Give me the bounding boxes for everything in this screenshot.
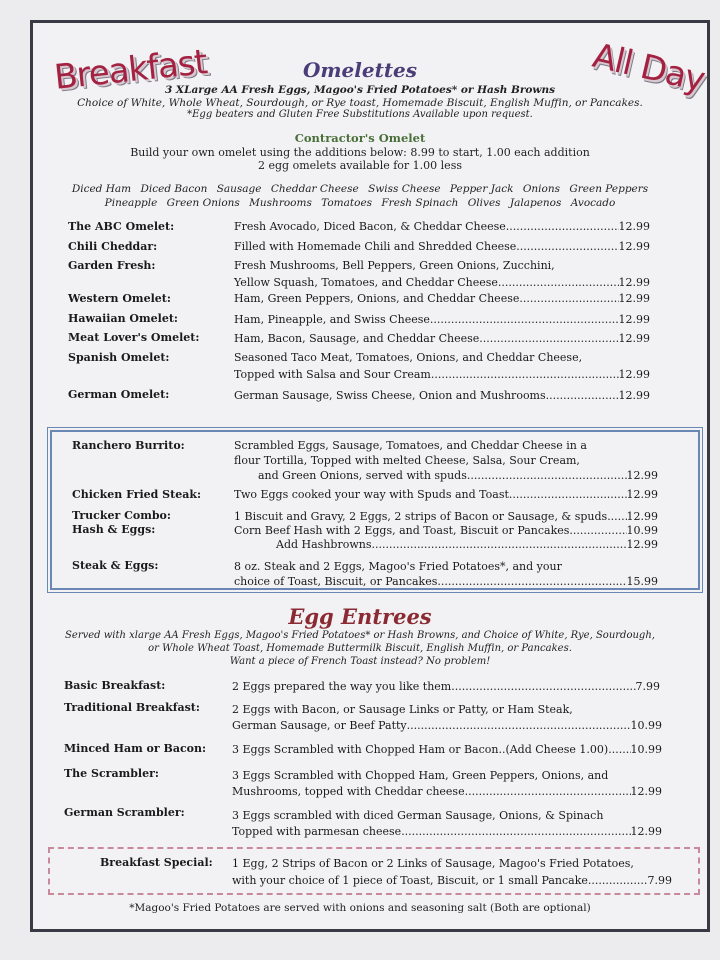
- omelettes-title: Omelettes: [302, 58, 418, 82]
- breakfast-special-price: 7.99: [647, 874, 672, 887]
- menu-item-price: 12.99: [618, 276, 650, 289]
- add-hashbrowns-line: Add Hashbrowns ..... 12.99: [276, 537, 658, 553]
- hash-eggs-price: 10.99: [626, 524, 658, 537]
- omelettes-intro-1: 3 XLarge AA Fresh Eggs, Magoo's Fried Potatoes* or Hash Browns: [164, 84, 556, 96]
- steak-eggs-line-1: 8 oz. Steak and 2 Eggs, Magoo's Fried Potatoes*, and your: [234, 560, 562, 573]
- egg-entrees-title: Egg Entrees: [288, 604, 432, 629]
- menu-item-line: Topped with parmesan cheese ..... 12.99: [232, 824, 662, 840]
- menu-item-name: Garden Fresh:: [68, 259, 156, 272]
- ingredient: Avocado: [570, 197, 616, 209]
- ingredient: Onions: [522, 183, 561, 195]
- menu-item-line: 2 Eggs with Bacon, or Sausage Links or Patty, or Ham Steak,: [232, 703, 573, 716]
- menu-item-name: German Scrambler:: [64, 806, 185, 819]
- menu-item-name: Traditional Breakfast:: [64, 701, 200, 714]
- menu-item-line: German Sausage, Swiss Cheese, Onion and Mushrooms ..... 12.99: [234, 388, 650, 404]
- menu-item-name: Hawaiian Omelet:: [68, 312, 178, 325]
- menu-item-name: Minced Ham or Bacon:: [64, 742, 207, 755]
- menu-item-line: German Sausage, or Beef Patty ..... 10.99: [232, 718, 662, 734]
- ingredient: Diced Bacon: [140, 183, 208, 195]
- menu-item-price: 12.99: [618, 220, 650, 233]
- trucker-combo-name: Trucker Combo:: [72, 509, 171, 522]
- steak-eggs-name: Steak & Eggs:: [72, 559, 159, 572]
- ingredient: Fresh Spinach: [381, 197, 459, 209]
- ingredient: Pineapple: [104, 197, 158, 209]
- menu-item-name: The Scrambler:: [64, 767, 159, 780]
- breakfast-heading: Breakfast: [52, 42, 209, 98]
- steak-eggs-line-2: choice of Toast, Biscuit, or Pancakes ..... 15.99: [234, 574, 658, 590]
- menu-item-price: 12.99: [618, 389, 650, 402]
- egg-entrees-intro-3: Want a piece of French Toast instead? No problem!: [229, 656, 491, 667]
- menu-item-name: Western Omelet:: [68, 292, 171, 305]
- ingredient: Tomatoes: [321, 197, 373, 209]
- ingredient: Olives: [467, 197, 501, 209]
- ingredients-row-1: [60, 182, 660, 196]
- chicken-fried-steak-name: Chicken Fried Steak:: [72, 488, 202, 501]
- ingredient: Green Onions: [166, 197, 240, 209]
- omelettes-intro-3: *Egg beaters and Gluten Free Substitutions Available upon request.: [187, 109, 533, 120]
- egg-entrees-intro-2: or Whole Wheat Toast, Homemade Buttermilk Biscuit, English Muffin, or Pancakes.: [148, 643, 572, 654]
- menu-item-line: Ham, Pineapple, and Swiss Cheese ..... 12.99: [234, 312, 650, 328]
- ranchero-name: Ranchero Burrito:: [72, 439, 185, 452]
- menu-item-name: German Omelet:: [68, 388, 170, 401]
- menu-item-name: Chili Cheddar:: [68, 240, 158, 253]
- ingredient: Pepper Jack: [449, 183, 514, 195]
- menu-item-line: 2 Eggs prepared the way you like them ..... 7.99: [232, 679, 660, 695]
- menu-item-price: 7.99: [635, 680, 660, 693]
- menu-item-line: 3 Eggs scrambled with diced German Sausage, Onions, & Spinach: [232, 809, 604, 822]
- all-day-heading: All Day: [588, 35, 709, 101]
- egg-entrees-intro-1: Served with xlarge AA Fresh Eggs, Magoo's Fried Potatoes* or Hash Browns, and Choice of White, Rye, Sourdough,: [65, 630, 655, 641]
- menu-item-name: The ABC Omelet:: [68, 220, 175, 233]
- menu-item-price: 10.99: [630, 719, 662, 732]
- menu-item-price: 10.99: [630, 743, 662, 756]
- contractor-line-1: Build your own omelet using the additions below: 8.99 to start, 1.00 each addition: [130, 146, 590, 159]
- menu-item-price: 12.99: [618, 368, 650, 381]
- menu-item-price: 12.99: [618, 313, 650, 326]
- ingredients-row-2: [60, 196, 660, 210]
- menu-item-line: 3 Eggs Scrambled with Chopped Ham or Bacon..(Add Cheese 1.00) ..... 10.99: [232, 742, 662, 758]
- footnote: *Magoo's Fried Potatoes are served with onions and seasoning salt (Both are optional): [129, 902, 591, 914]
- menu-item-name: Meat Lover's Omelet:: [68, 331, 200, 344]
- chicken-fried-steak-line: Two Eggs cooked your way with Spuds and Toast ..... 12.99: [234, 487, 658, 503]
- menu-item-price: 12.99: [618, 292, 650, 305]
- omelettes-intro-2: Choice of White, Whole Wheat, Sourdough, or Rye toast, Homemade Biscuit, English Muffin, or Pancakes.: [77, 97, 643, 109]
- menu-item-line: Fresh Avocado, Diced Bacon, & Cheddar Cheese ..... 12.99: [234, 219, 650, 235]
- menu-item-name: Spanish Omelet:: [68, 351, 170, 364]
- menu-item-line: Mushrooms, topped with Cheddar cheese ..... 12.99: [232, 784, 662, 800]
- ingredient: Mushrooms: [249, 197, 312, 209]
- hash-eggs-name: Hash & Eggs:: [72, 523, 156, 536]
- hash-eggs-line: Corn Beef Hash with 2 Eggs, and Toast, Biscuit or Pancakes ..... 10.99: [234, 523, 658, 539]
- chicken-fried-steak-price: 12.99: [626, 488, 658, 501]
- ingredient: Sausage: [216, 183, 262, 195]
- ranchero-line-2: flour Tortilla, Topped with melted Cheese, Salsa, Sour Cream,: [234, 454, 580, 467]
- menu-item-price: 12.99: [630, 825, 662, 838]
- menu-item-line: Seasoned Taco Meat, Tomatoes, Onions, and Cheddar Cheese,: [234, 351, 583, 364]
- contractor-line-2: 2 egg omelets available for 1.00 less: [258, 159, 462, 172]
- menu-item-line: Ham, Green Peppers, Onions, and Cheddar Cheese ..... 12.99: [234, 291, 650, 307]
- menu-item-line: Fresh Mushrooms, Bell Peppers, Green Onions, Zucchini,: [234, 259, 555, 272]
- menu-item-price: 12.99: [618, 240, 650, 253]
- ingredient: Jalapenos: [509, 197, 562, 209]
- steak-eggs-price: 15.99: [626, 575, 658, 588]
- ingredient: Cheddar Cheese: [270, 183, 359, 195]
- breakfast-special-line-2: with your choice of 1 piece of Toast, Biscuit, or 1 small Pancake ..... 7.99: [232, 873, 672, 889]
- menu-item-line: 3 Eggs Scrambled with Chopped Ham, Green Peppers, Onions, and: [232, 769, 609, 782]
- ingredient: Diced Ham: [71, 183, 132, 195]
- ingredient: Swiss Cheese: [368, 183, 441, 195]
- ranchero-line-3: and Green Onions, served with spuds ..... 12.99: [258, 468, 658, 484]
- trucker-combo-price: 12.99: [626, 510, 658, 523]
- menu-item-line: Topped with Salsa and Sour Cream ..... 12.99: [234, 367, 650, 383]
- menu-item-price: 12.99: [618, 332, 650, 345]
- menu-item-line: Ham, Bacon, Sausage, and Cheddar Cheese ..... 12.99: [234, 331, 650, 347]
- menu-item-price: 12.99: [630, 785, 662, 798]
- add-hashbrowns-price: 12.99: [626, 538, 658, 551]
- breakfast-special-line-1: 1 Egg, 2 Strips of Bacon or 2 Links of Sausage, Magoo's Fried Potatoes,: [232, 857, 634, 870]
- menu-item-name: Basic Breakfast:: [64, 679, 166, 692]
- menu-item-line: Filled with Homemade Chili and Shredded Cheese ..... 12.99: [234, 239, 650, 255]
- breakfast-special-name: Breakfast Special:: [100, 856, 213, 869]
- ranchero-line-1: Scrambled Eggs, Sausage, Tomatoes, and Cheddar Cheese in a: [234, 439, 587, 452]
- menu-item-line: Yellow Squash, Tomatoes, and Cheddar Cheese ..... 12.99: [234, 275, 650, 291]
- trucker-combo-line: 1 Biscuit and Gravy, 2 Eggs, 2 strips of Bacon or Sausage, & spuds ..... 12.99: [234, 509, 658, 525]
- contractor-title: Contractor's Omelet: [294, 131, 426, 145]
- ranchero-price: 12.99: [626, 469, 658, 482]
- ingredient: Green Peppers: [569, 183, 649, 195]
